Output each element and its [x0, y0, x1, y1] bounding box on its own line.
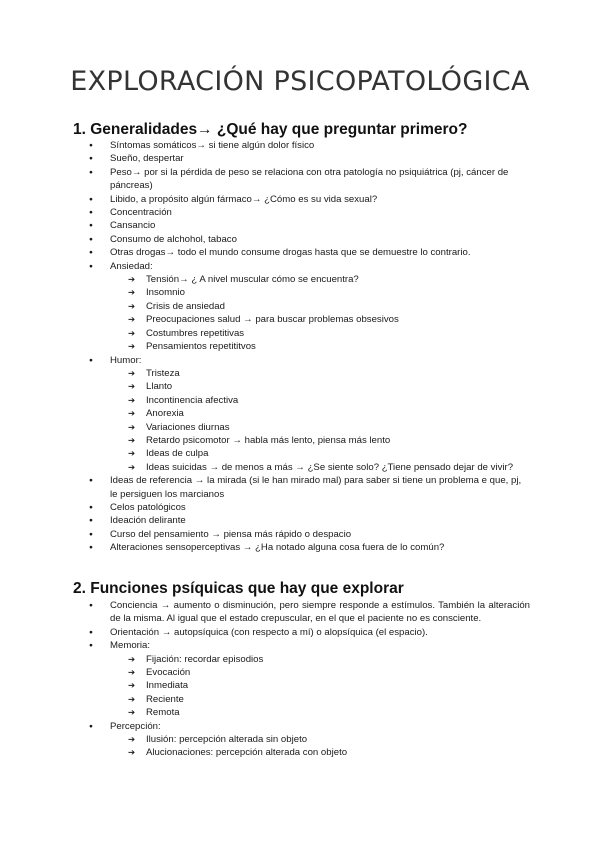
sublist-percepcion [110, 733, 530, 760]
list-item-label: Percepción: [110, 720, 161, 732]
sublist-item: ➔ Costumbres repetitivas [110, 327, 530, 340]
sublist-item: ➔ Incontinencia afectiva [110, 394, 530, 407]
list-item-label: Humor: [110, 354, 142, 366]
section-heading-funciones: 2. Funciones psíquicas que hay que explorar [73, 580, 404, 597]
list-item: ● Consumo de alchohol, tabaco [0, 233, 530, 246]
document-title: EXPLORACIÓN PSICOPATOLÓGICA [70, 66, 530, 97]
list-item: ● Cansancio [0, 219, 530, 232]
sublist-item: ➔ Remota [110, 706, 530, 719]
list-item-ansiedad [0, 260, 530, 354]
sublist-item: ➔ Retardo psicomotor → habla más lento, piensa más lento [110, 434, 530, 447]
sublist-item: ➔ Fijación: recordar episodios [110, 653, 530, 666]
sublist-item: ➔ Anorexia [110, 407, 530, 420]
sublist-item: ➔ Alucionaciones: percepción alterada con objeto [110, 746, 530, 759]
sublist-item: ➔ Insomnio [110, 286, 530, 299]
list-item: ● Síntomas somáticos→ si tiene algún dolor físico [0, 139, 530, 152]
sublist-humor [110, 367, 530, 474]
list-item-percepcion [0, 720, 530, 760]
list-item: ● Concentración [0, 206, 530, 219]
sublist-item: ➔ Evocación [110, 666, 530, 679]
sublist-item: ➔ Inmediata [110, 679, 530, 692]
sublist-item: ➔ Llanto [110, 380, 530, 393]
list-item: ● Ideas de referencia → la mirada (si le han mirado mal) para saber si tiene un problema e que, pj, le persiguen los marcianos [0, 474, 530, 501]
list-item: ● Libido, a propósito algún fármaco→ ¿Cómo es su vida sexual? [0, 193, 530, 206]
section-list-generalidades [0, 139, 600, 555]
sublist-item: ➔ Tristeza [110, 367, 530, 380]
list-item-label: Memoria: [110, 640, 150, 652]
section-heading-generalidades: 1. Generalidades→ ¿Qué hay que preguntar primero? [73, 121, 468, 138]
list-item: ● Peso→ por si la pérdida de peso se relaciona con otra patología no psiquiátrica (pj, cáncer de páncreas) [0, 166, 530, 193]
sublist-item: ➔ Tensión→ ¿ A nivel muscular cómo se encuentra? [110, 273, 530, 286]
list-item: ● Alteraciones sensoperceptivas → ¿Ha notado alguna cosa fuera de lo común? [0, 541, 530, 554]
sublist-ansiedad [110, 273, 530, 353]
sublist-item: ➔ Pensamientos repetititvos [110, 340, 530, 353]
sublist-item: ➔ Ideas suicidas → de menos a más → ¿Se siente solo? ¿Tiene pensado dejar de vivir? [110, 461, 530, 474]
sublist-item: ➔ Variaciones diurnas [110, 421, 530, 434]
list-item: ● Curso del pensamiento → piensa más rápido o despacio [0, 528, 530, 541]
list-item: ● Conciencia → aumento o disminución, pero siempre responde a estímulos. También la alteración de la misma. Al igual que el estado crepuscular, en el que el paciente no es consciente. [0, 599, 530, 626]
sublist-item: ➔ Crisis de ansiedad [110, 300, 530, 313]
list-item-humor [0, 354, 530, 475]
list-item: ● Sueño, despertar [0, 152, 530, 165]
list-item: ● Otras drogas→ todo el mundo consume drogas hasta que se demuestre lo contrario. [0, 246, 530, 259]
list-item: ● Orientación → autopsíquica (con respecto a mí) o alopsíquica (el espacio). [0, 626, 530, 639]
list-item: ● Ideación delirante [0, 514, 530, 527]
list-item-memoria [0, 639, 530, 719]
sublist-memoria [110, 653, 530, 720]
section-list-funciones [0, 599, 600, 760]
sublist-item: ➔ Ilusión: percepción alterada sin objeto [110, 733, 530, 746]
sublist-item: ➔ Ideas de culpa [110, 447, 530, 460]
list-item: ● Celos patológicos [0, 501, 530, 514]
sublist-item: ➔ Reciente [110, 693, 530, 706]
list-item-label: Ansiedad: [110, 260, 153, 272]
sublist-item: ➔ Preocupaciones salud → para buscar problemas obsesivos [110, 313, 530, 326]
